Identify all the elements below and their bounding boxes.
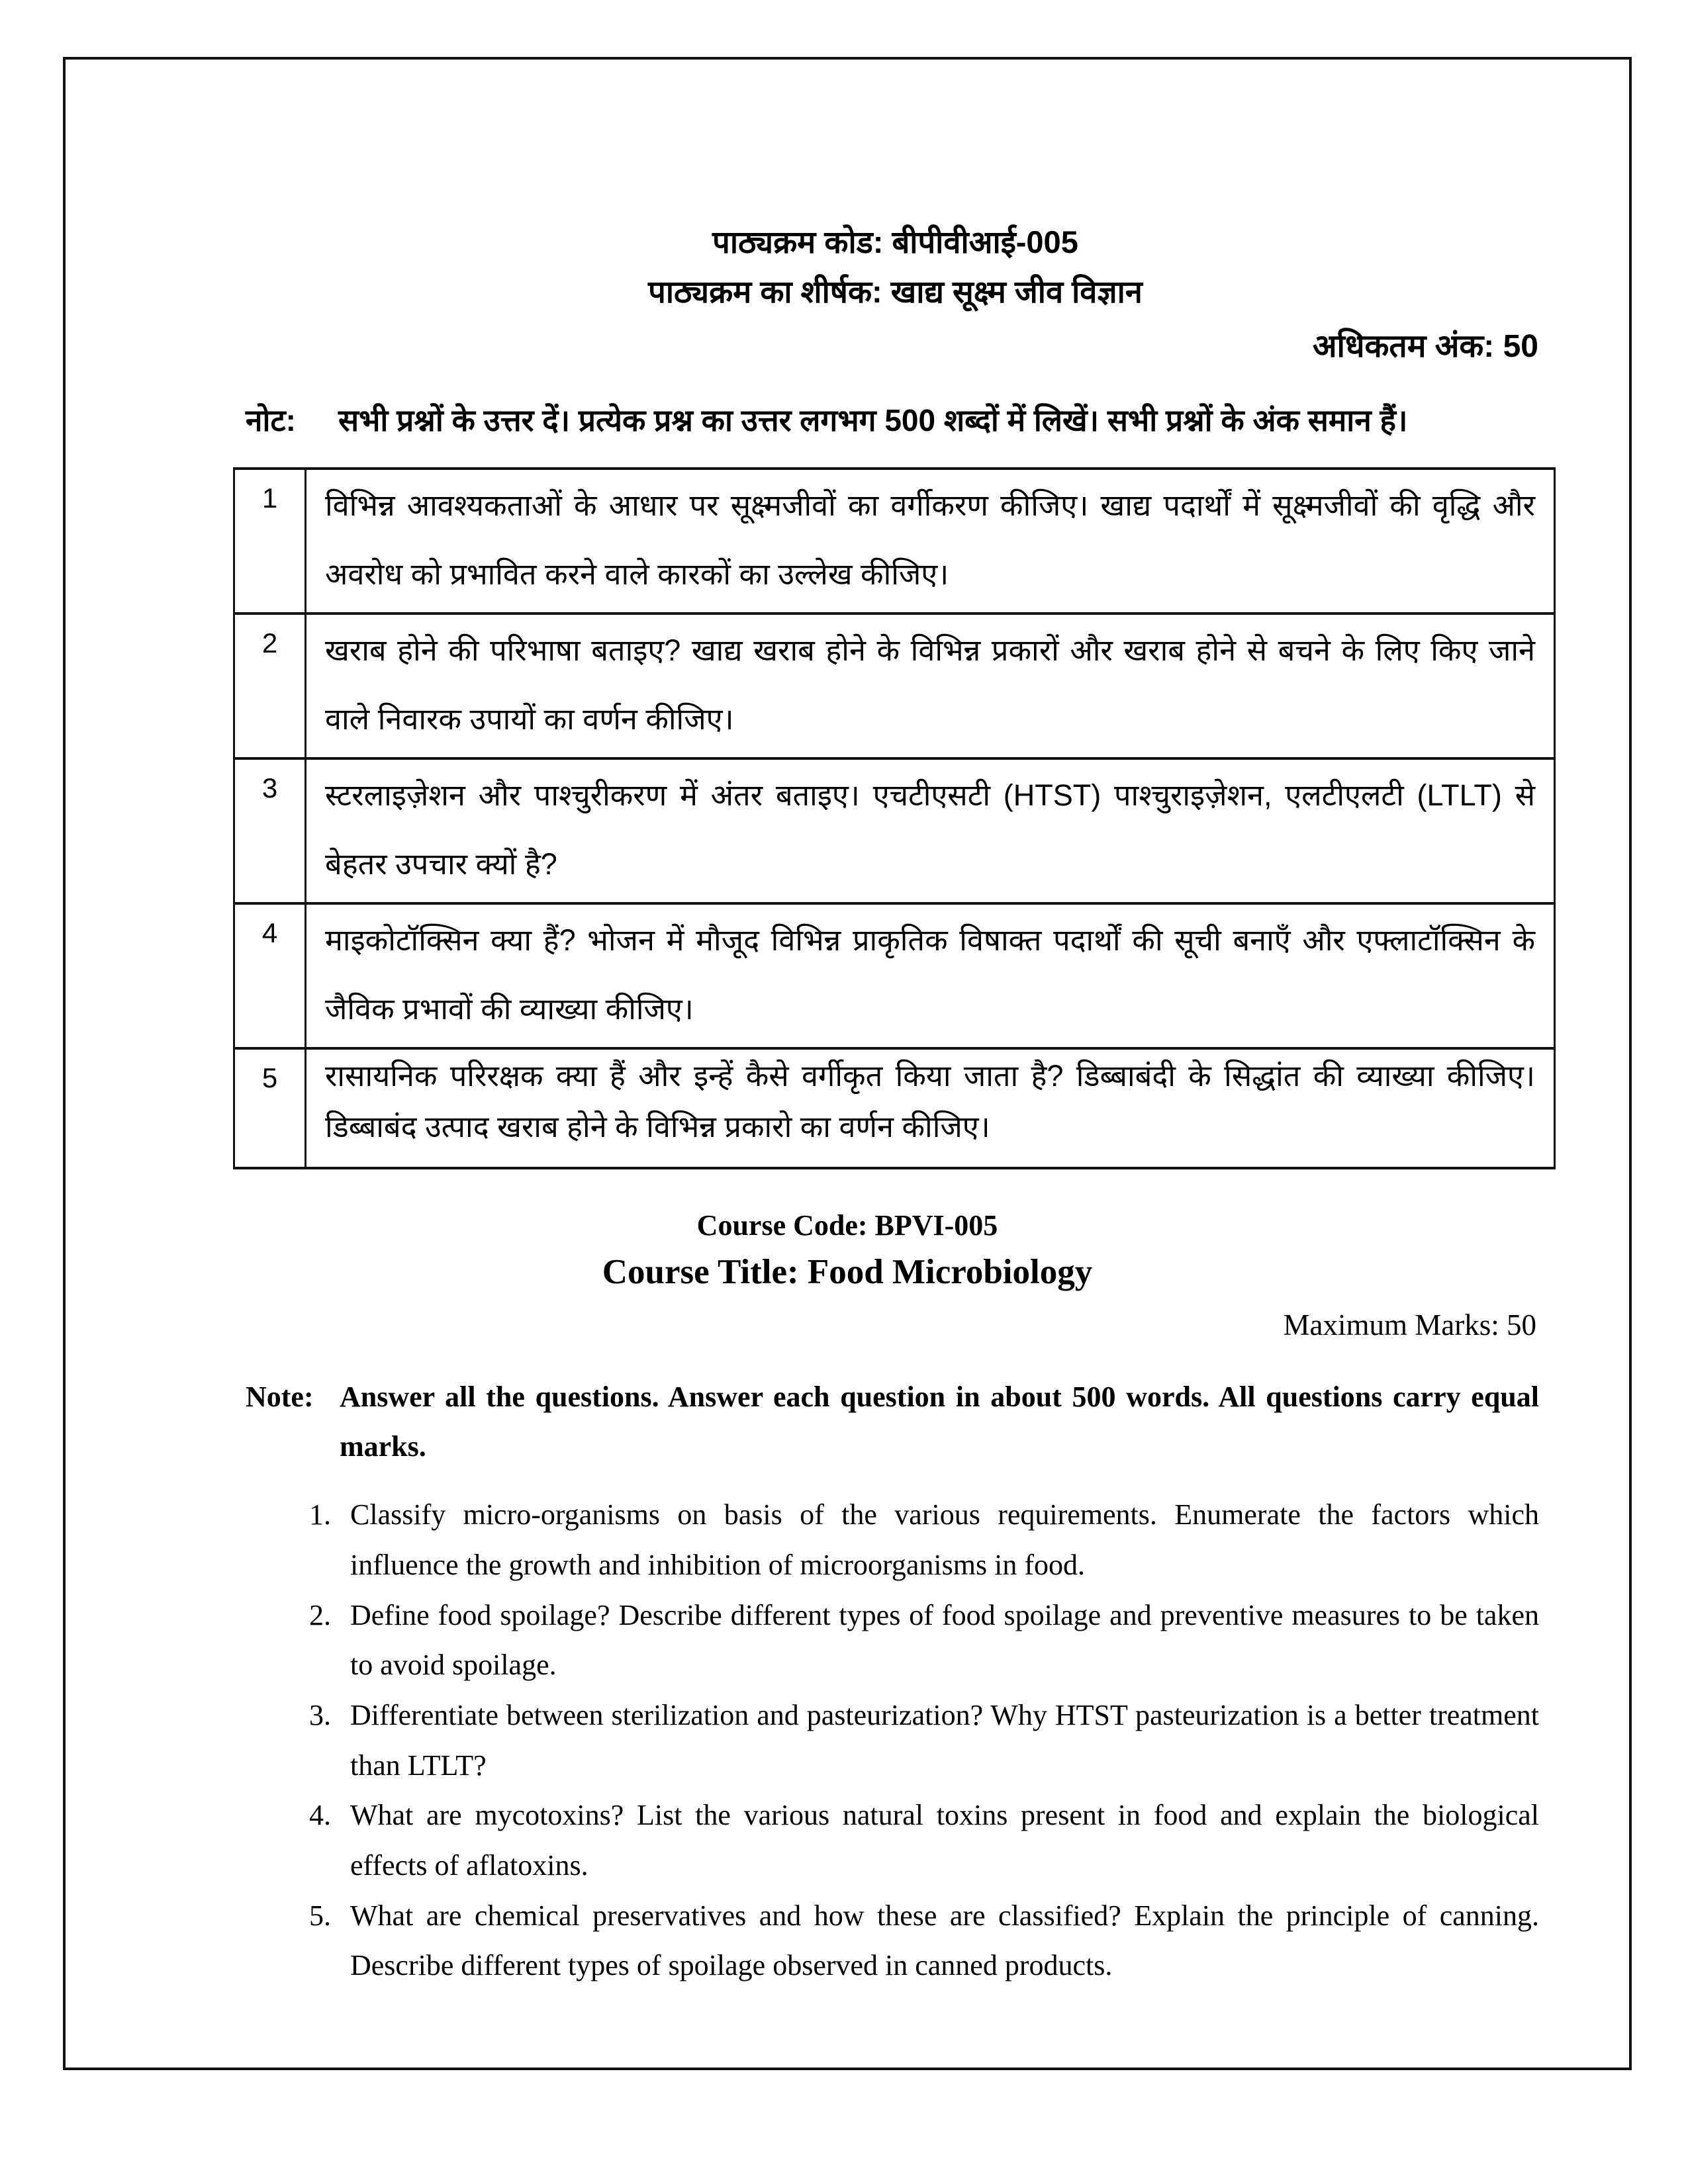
hindi-header: [238, 217, 1553, 316]
english-max-marks: Maximum Marks: 50: [1283, 1308, 1536, 1342]
table-row: [234, 903, 1555, 1048]
question-text-hindi: स्टरलाइज़ेशन और पाश्चुरीकरण में अंतर बताइए। एचटीएसटी (HTST) पाश्चुराइज़ेशन, एलटीएलटी (LTLT) से बेहतर उपचार क्यों है?: [306, 758, 1555, 903]
question-text-english: Differentiate between sterilization and pasteurization? Why HTST pasteurization is a better treatment than LTLT?: [350, 1699, 1539, 1782]
question-text-english: What are chemical preservatives and how these are classified? Explain the principle of canning. Describe different types of spoilage observed in canned products.: [350, 1899, 1539, 1982]
page-border: [63, 57, 1632, 2070]
hindi-note-text: सभी प्रश्नों के उत्तर दें। प्रत्येक प्रश्न का उत्तर लगभग 500 शब्दों में लिखें। सभी प्रश्नों के अंक समान हैं।: [338, 403, 1408, 438]
row-number: 3: [234, 758, 306, 903]
hindi-course-code: पाठ्यक्रम कोड: बीपीवीआई-005: [712, 224, 1078, 259]
question-text-hindi: माइकोटॉक्सिन क्या हैं? भोजन में मौजूद विभिन्न प्राकृतिक विषाक्त पदार्थों की सूची बनाएँ और एफ्लाटॉक्सिन के जैविक प्रभावों की व्याख्या कीजिए।: [306, 903, 1555, 1048]
list-item: [309, 1790, 1539, 1890]
table-row: [234, 469, 1555, 614]
hindi-question-table: [233, 467, 1556, 1169]
question-text-english: Define food spoilage? Describe different types of food spoilage and preventive measures to be taken to avoid spoilage.: [350, 1598, 1539, 1682]
english-question-list: [309, 1490, 1539, 1991]
question-text-english: Classify micro-organisms on basis of the various requirements. Enumerate the factors which influence the growth and inhibition of microorganisms in food.: [350, 1498, 1539, 1582]
list-item-number: 1.: [309, 1498, 331, 1531]
list-item-number: 2.: [309, 1598, 331, 1631]
english-course-code: Course Code: BPVI-005: [696, 1209, 998, 1242]
hindi-max-marks: अधिकतम अंक: 50: [1312, 329, 1538, 365]
list-item: [309, 1590, 1539, 1690]
table-row: [234, 758, 1555, 903]
table-row: [234, 1048, 1555, 1168]
list-item-number: 3.: [309, 1699, 331, 1732]
list-item: [309, 1891, 1539, 1991]
hindi-course-title: पाठ्यक्रम का शीर्षक: खाद्य सूक्ष्म जीव विज्ञान: [648, 274, 1143, 310]
english-note-label: Note:: [246, 1380, 314, 1413]
row-number: 2: [234, 614, 306, 758]
question-text-hindi: खराब होने की परिभाषा बताइए? खाद्य खराब होने के विभिन्न प्रकारों और खराब होने से बचने के लिए किए जाने वाले निवारक उपायों का वर्णन कीजिए।: [306, 614, 1555, 758]
row-number: 4: [234, 903, 306, 1048]
list-item-number: 4.: [309, 1799, 331, 1832]
list-item: [309, 1690, 1539, 1790]
hindi-note-label: नोट:: [246, 403, 296, 438]
table-row: [234, 614, 1555, 758]
hindi-note: [246, 392, 1497, 449]
english-note: [246, 1373, 1539, 1472]
list-item-number: 5.: [309, 1899, 331, 1932]
row-number: 1: [234, 469, 306, 614]
english-note-text: Answer all the questions. Answer each question in about 500 words. All questions carry equal marks.: [340, 1380, 1539, 1463]
english-section: [66, 1206, 1629, 1991]
english-course-title: Course Title: Food Microbiology: [602, 1253, 1093, 1292]
question-text-hindi: विभिन्न आवश्यकताओं के आधार पर सूक्ष्मजीवों का वर्गीकरण कीजिए। खाद्य पदार्थों में सूक्ष्मजीवों की वृद्धि और अवरोध को प्रभावित करने वाले कारकों का उल्लेख कीजिए।: [306, 469, 1555, 614]
list-item: [309, 1490, 1539, 1590]
row-number: 5: [234, 1048, 306, 1168]
question-text-hindi: रासायनिक परिरक्षक क्या हैं और इन्हें कैसे वर्गीकृत किया जाता है? डिब्बाबंदी के सिद्धांत की व्याख्या कीजिए। डिब्बाबंद उत्पाद खराब होने के विभिन्न प्रकारो का वर्णन कीजिए।: [306, 1048, 1555, 1168]
question-text-english: What are mycotoxins? List the various natural toxins present in food and explain the biological effects of aflatoxins.: [350, 1799, 1539, 1882]
